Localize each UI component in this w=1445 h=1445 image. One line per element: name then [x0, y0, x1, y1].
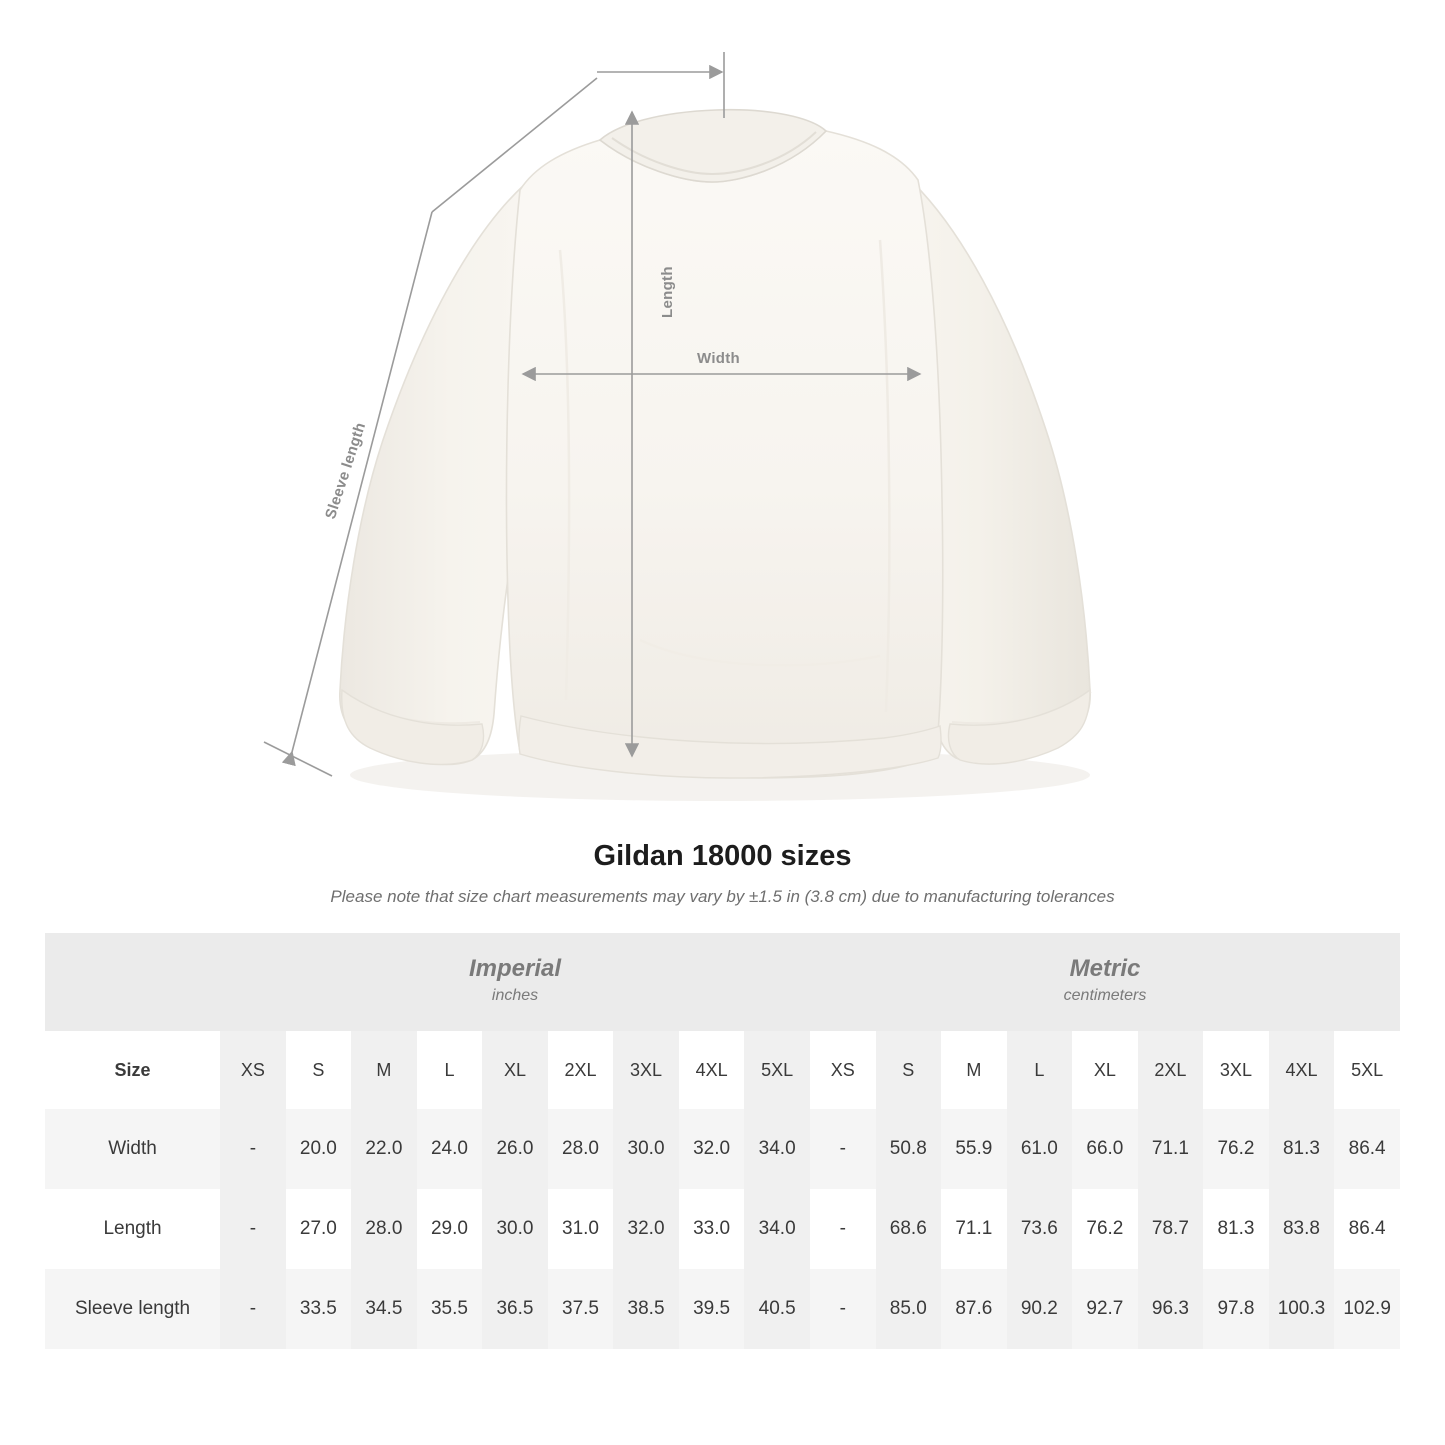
row-label-length: Length — [103, 1218, 162, 1239]
size-table-wrapper — [45, 933, 1400, 1349]
cell-length-metric-s: 68.6 — [876, 1189, 942, 1269]
cell-sleeve-metric-l: 90.2 — [1007, 1269, 1073, 1349]
cell-length-imperial-5xl: 34.0 — [744, 1189, 810, 1269]
cell-length-imperial-m: 28.0 — [351, 1189, 417, 1269]
cell-sleeve-imperial-3xl: 38.5 — [613, 1269, 679, 1349]
cell-sleeve-imperial-xl: 36.5 — [482, 1269, 548, 1349]
cell-length-metric-4xl: 83.8 — [1269, 1189, 1335, 1269]
cell-width-metric-5xl: 86.4 — [1348, 1138, 1386, 1159]
size-header-label: Size — [114, 1059, 151, 1080]
cell-width-metric-s: 50.8 — [876, 1109, 942, 1189]
cell-width-metric-xs: - — [839, 1138, 846, 1159]
size-header-metric-m: M — [966, 1059, 982, 1080]
cell-sleeve-metric-3xl: 97.8 — [1217, 1298, 1255, 1319]
cell-width-imperial-m: 22.0 — [351, 1109, 417, 1189]
unit-name-metric: Metric — [1069, 955, 1141, 983]
cell-length-imperial-l: 29.0 — [430, 1218, 468, 1239]
cell-sleeve-imperial-xs: - — [220, 1269, 286, 1349]
cell-sleeve-metric-m: 87.6 — [955, 1298, 993, 1319]
cell-width-metric-4xl: 81.3 — [1269, 1109, 1335, 1189]
size-header-metric-5xl: 5XL — [1351, 1059, 1384, 1080]
cell-width-metric-2xl: 71.1 — [1138, 1109, 1204, 1189]
cell-sleeve-imperial-2xl: 37.5 — [562, 1298, 599, 1319]
size-header-metric-xs: XS — [830, 1059, 855, 1080]
unit-header-spacer — [45, 933, 220, 1031]
size-header-imperial-m: M — [351, 1031, 417, 1109]
cell-length-metric-3xl: 81.3 — [1217, 1218, 1255, 1239]
size-header-imperial-s: S — [312, 1059, 325, 1080]
cell-length-imperial-4xl: 33.0 — [693, 1218, 731, 1239]
cell-width-imperial-2xl: 28.0 — [562, 1138, 599, 1159]
unit-header-row — [45, 933, 1400, 1031]
length-label: Length — [659, 266, 676, 318]
unit-header-imperial — [220, 933, 810, 1031]
unit-name-imperial: Imperial — [469, 955, 562, 983]
cell-width-imperial-5xl: 34.0 — [744, 1109, 810, 1189]
cell-length-metric-xl: 76.2 — [1086, 1218, 1124, 1239]
title-block — [0, 840, 1445, 907]
cell-length-metric-2xl: 78.7 — [1138, 1189, 1204, 1269]
size-header-metric-xl: XL — [1093, 1059, 1116, 1080]
cell-length-metric-5xl: 86.4 — [1348, 1218, 1386, 1239]
cell-sleeve-imperial-s: 33.5 — [299, 1298, 337, 1319]
cell-width-imperial-3xl: 30.0 — [613, 1109, 679, 1189]
size-header-metric-2xl: 2XL — [1138, 1031, 1204, 1109]
cell-width-imperial-xl: 26.0 — [482, 1109, 548, 1189]
unit-header-metric — [810, 933, 1400, 1031]
size-header-metric-3xl: 3XL — [1219, 1059, 1252, 1080]
cell-sleeve-metric-5xl: 102.9 — [1343, 1298, 1391, 1319]
size-header-imperial-3xl: 3XL — [613, 1031, 679, 1109]
cell-sleeve-imperial-4xl: 39.5 — [693, 1298, 731, 1319]
cell-width-imperial-s: 20.0 — [299, 1138, 337, 1159]
cell-width-metric-xl: 66.0 — [1086, 1138, 1124, 1159]
unit-sub-metric: centimeters — [1063, 987, 1147, 1004]
size-header-metric-4xl: 4XL — [1269, 1031, 1335, 1109]
cell-length-metric-m: 71.1 — [955, 1218, 993, 1239]
row-label-width: Width — [108, 1138, 157, 1159]
size-header-imperial-2xl: 2XL — [564, 1059, 597, 1080]
page-title: Gildan 18000 sizes — [593, 840, 852, 872]
cell-sleeve-imperial-l: 35.5 — [430, 1298, 468, 1319]
cell-width-metric-3xl: 76.2 — [1217, 1138, 1255, 1159]
cell-length-imperial-xl: 30.0 — [482, 1189, 548, 1269]
cell-length-imperial-xs: - — [220, 1189, 286, 1269]
size-table — [45, 933, 1400, 1349]
cell-sleeve-metric-xl: 92.7 — [1086, 1298, 1124, 1319]
cell-sleeve-metric-xs: - — [839, 1298, 846, 1319]
size-header-imperial-4xl: 4XL — [695, 1059, 728, 1080]
tolerance-note: Please note that size chart measurements may vary by ±1.5 in (3.8 cm) due to manufacturing tolerances — [330, 887, 1115, 906]
cell-length-metric-xs: - — [839, 1218, 846, 1239]
row-label-sleeve-length: Sleeve length — [74, 1298, 191, 1319]
cell-sleeve-metric-4xl: 100.3 — [1269, 1269, 1335, 1349]
size-header-row — [45, 1031, 1400, 1109]
size-header-imperial-xs: XS — [220, 1031, 286, 1109]
table-row — [45, 1269, 1400, 1349]
size-header-metric-s: S — [876, 1031, 942, 1109]
cell-sleeve-metric-2xl: 96.3 — [1138, 1269, 1204, 1349]
cell-width-imperial-l: 24.0 — [430, 1138, 468, 1159]
width-label: Width — [697, 350, 741, 367]
cell-width-imperial-4xl: 32.0 — [693, 1138, 731, 1159]
table-row — [45, 1189, 1400, 1269]
cell-length-imperial-s: 27.0 — [299, 1218, 337, 1239]
size-header-imperial-5xl: 5XL — [744, 1031, 810, 1109]
cell-sleeve-imperial-m: 34.5 — [351, 1269, 417, 1349]
cell-length-imperial-2xl: 31.0 — [562, 1218, 599, 1239]
cell-sleeve-imperial-5xl: 40.5 — [744, 1269, 810, 1349]
cell-length-metric-l: 73.6 — [1007, 1189, 1073, 1269]
unit-sub-imperial: inches — [491, 987, 539, 1004]
size-header-imperial-l: L — [444, 1059, 455, 1080]
sleeve-length-label: Sleeve length — [322, 420, 370, 522]
size-header-metric-l: L — [1007, 1031, 1073, 1109]
cell-width-metric-m: 55.9 — [955, 1138, 993, 1159]
table-row — [45, 1109, 1400, 1189]
cell-width-imperial-xs: - — [220, 1109, 286, 1189]
cell-sleeve-metric-s: 85.0 — [876, 1269, 942, 1349]
cell-width-metric-l: 61.0 — [1007, 1109, 1073, 1189]
size-header-imperial-xl: XL — [482, 1031, 548, 1109]
cell-length-imperial-3xl: 32.0 — [613, 1189, 679, 1269]
